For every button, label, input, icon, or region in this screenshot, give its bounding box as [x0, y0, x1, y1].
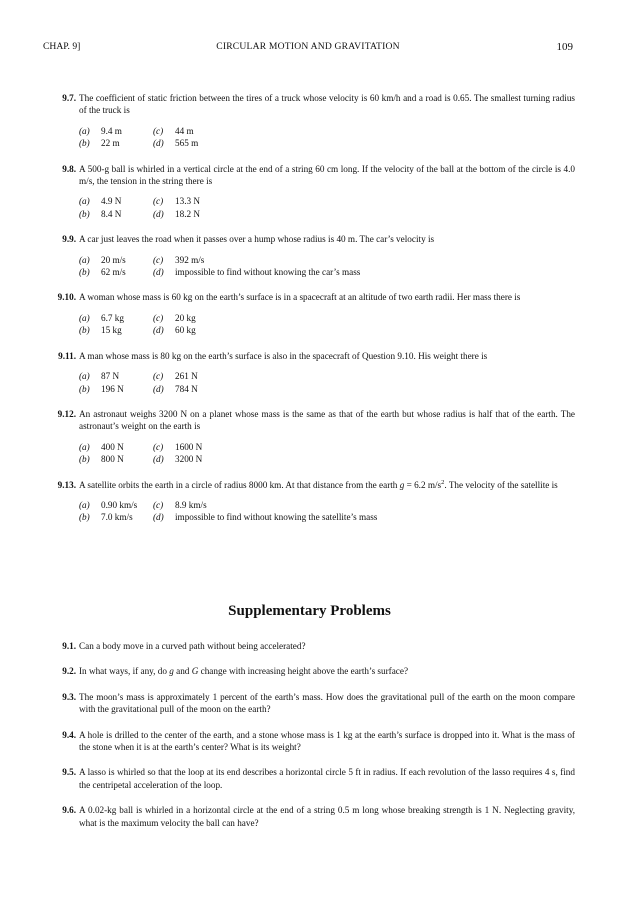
- choice-b: [79, 266, 153, 278]
- choice-c: [153, 254, 575, 266]
- problem-9-9: [43, 233, 575, 278]
- choice-d: [153, 511, 575, 523]
- problem-number: 9.10.: [57, 292, 76, 303]
- choice-d: [153, 208, 575, 220]
- problem-text: A man whose mass is 80 kg on the earth’s surface is also in the spacecraft of Question 9.10. His weight there is: [79, 350, 488, 361]
- choice-value: 13.3 N: [175, 196, 201, 207]
- choice-label: (a): [79, 125, 90, 136]
- choice-a: [79, 312, 153, 324]
- choice-value: 784 N: [175, 383, 198, 394]
- choice-d: [153, 137, 575, 149]
- problem-text: A hole is drilled to the center of the earth, and a stone whose mass is 1 kg at the earth’s surface is dropped into it. What is the mass of the stone when it is at the earth’s center? What is its weight?: [79, 729, 575, 753]
- choice-label: (d): [153, 454, 164, 465]
- problem-text: A car just leaves the road when it passes over a hump whose radius is 40 m. The car’s velocity is: [79, 234, 435, 245]
- text-part: and: [176, 666, 190, 677]
- choice-label: (b): [79, 454, 90, 465]
- multiple-choice-problems: [43, 92, 575, 537]
- choice-label: (c): [153, 125, 164, 136]
- choice-value: 3200 N: [175, 454, 203, 465]
- choice-b: [79, 453, 153, 465]
- problem-text: The moon’s mass is approximately 1 percent of the earth’s mass. How does the gravitational pull of the earth on the moon compare with the gravitational pull of the moon on the earth?: [79, 691, 575, 715]
- section-title: Supplementary Problems: [228, 603, 391, 619]
- problem-text: A 500-g ball is whirled in a vertical circle at the end of a string 60 cm long. If the velocity of the ball at the bottom of the circle is 4.0 m/s, the tension in the string there is: [79, 163, 575, 187]
- problem-number: 9.2.: [62, 666, 76, 677]
- problem-number: 9.12.: [57, 408, 76, 419]
- running-title: CIRCULAR MOTION AND GRAVITATION: [216, 41, 400, 52]
- choice-d: [153, 266, 575, 278]
- problem-text: [79, 665, 575, 677]
- page-header: [43, 41, 573, 55]
- choice-label: (a): [79, 254, 90, 265]
- choice-value: 1600 N: [175, 441, 203, 452]
- problem-number: 9.9.: [62, 234, 76, 245]
- choice-c: [153, 125, 575, 137]
- choice-d: [153, 453, 575, 465]
- choice-d: [153, 324, 575, 336]
- choice-a: [79, 370, 153, 382]
- choice-value: 565 m: [175, 138, 199, 149]
- choice-value: 4.9 N: [101, 196, 122, 207]
- choices: [79, 254, 575, 279]
- equation: = 6.2 m/s: [404, 479, 442, 490]
- text-part: change with increasing height above the earth’s surface?: [200, 666, 409, 677]
- choice-label: (c): [153, 371, 164, 382]
- choice-b: [79, 511, 153, 523]
- problem-text: Can a body move in a curved path without being accelerated?: [79, 641, 306, 651]
- choice-value: 400 N: [101, 441, 124, 452]
- choice-c: [153, 370, 575, 382]
- problem-number: 9.13.: [57, 479, 76, 490]
- variable-g: g: [399, 479, 405, 490]
- choice-label: (c): [153, 196, 164, 207]
- problem-text: A 0.02-kg ball is whirled in a horizontal circle at the end of a string 0.5 m long whose breaking strength is 1 N. Neglecting gravity, what is the maximum velocity the ball can have?: [79, 805, 575, 828]
- choice-label: (c): [153, 499, 164, 510]
- choice-label: (d): [153, 208, 164, 219]
- problem-9-8: [43, 163, 575, 221]
- supp-problem-9-1: [43, 640, 575, 652]
- choice-label: (d): [153, 512, 164, 523]
- choice-label: (b): [79, 325, 90, 336]
- problem-number: 9.11.: [58, 350, 76, 361]
- choice-c: [153, 195, 575, 207]
- text-part: In what ways, if any, do: [79, 666, 167, 677]
- choice-value: 196 N: [101, 383, 124, 394]
- problem-9-10: [43, 291, 575, 336]
- supp-problem-9-3: [43, 691, 575, 716]
- choice-a: [79, 125, 153, 137]
- choice-value: 9.4 m: [101, 125, 122, 136]
- choice-label: (c): [153, 441, 164, 452]
- choice-c: [153, 441, 575, 453]
- choice-c: [153, 499, 575, 511]
- choice-value: 15 kg: [101, 325, 122, 336]
- choice-value: 20 kg: [175, 312, 196, 323]
- problem-number: 9.6.: [62, 805, 76, 816]
- choice-b: [79, 137, 153, 149]
- choice-a: [79, 254, 153, 266]
- choice-value: 8.9 km/s: [175, 499, 207, 510]
- choice-value: 18.2 N: [175, 208, 201, 219]
- choice-value: impossible to find without knowing the satellite’s mass: [175, 512, 378, 523]
- problem-9-12: [43, 408, 575, 466]
- choices: [79, 125, 575, 150]
- text-part: . The velocity of the satellite is: [444, 479, 558, 490]
- choice-b: [79, 383, 153, 395]
- page-number: 109: [556, 41, 573, 53]
- chapter-label: CHAP. 9]: [43, 41, 81, 52]
- choice-value: 7.0 km/s: [101, 512, 133, 523]
- variable-G: G: [191, 666, 199, 677]
- choice-label: (a): [79, 441, 90, 452]
- problem-number: 9.1.: [62, 641, 76, 651]
- problem-text: [79, 479, 575, 491]
- choice-value: 6.7 kg: [101, 312, 124, 323]
- choice-value: impossible to find without knowing the car’s mass: [175, 267, 361, 278]
- choice-label: (a): [79, 499, 90, 510]
- choice-c: [153, 312, 575, 324]
- choice-label: (b): [79, 383, 90, 394]
- choice-label: (d): [153, 383, 164, 394]
- choice-a: [79, 195, 153, 207]
- choice-b: [79, 208, 153, 220]
- problem-9-11: [43, 350, 575, 395]
- choice-label: (c): [153, 254, 164, 265]
- choices: [79, 312, 575, 337]
- choice-value: 8.4 N: [101, 208, 122, 219]
- supplementary-problems: [43, 640, 575, 842]
- choice-value: 20 m/s: [101, 254, 126, 265]
- choice-label: (b): [79, 267, 90, 278]
- problem-text: An astronaut weighs 3200 N on a planet whose mass is the same as that of the earth but whose radius is half that of the earth. The astronaut’s weight on the earth is: [79, 408, 575, 432]
- problem-9-13: [43, 479, 575, 524]
- choice-a: [79, 441, 153, 453]
- choices: [79, 370, 575, 395]
- exponent: 2: [441, 478, 445, 486]
- problem-text: A woman whose mass is 60 kg on the earth’s surface is in a spacecraft at an altitude of two earth radii. Her mass there is: [79, 292, 521, 303]
- problem-number: 9.4.: [62, 729, 76, 740]
- choice-value: 62 m/s: [101, 267, 126, 278]
- choice-label: (b): [79, 138, 90, 149]
- choices: [79, 195, 575, 220]
- variable-g: g: [169, 666, 174, 677]
- supp-problem-9-4: [43, 729, 575, 754]
- choice-b: [79, 324, 153, 336]
- problem-number: 9.5.: [62, 767, 76, 778]
- choice-value: 44 m: [175, 125, 194, 136]
- problem-text: The coefficient of static friction between the tires of a truck whose velocity is 60 km/h and a road is 0.65. The smallest turning radius of the truck is: [79, 93, 575, 116]
- choice-label: (d): [153, 325, 164, 336]
- choice-label: (a): [79, 371, 90, 382]
- choice-label: (b): [79, 512, 90, 523]
- choice-label: (d): [153, 267, 164, 278]
- problem-text: A lasso is whirled so that the loop at its end describes a horizontal circle 5 ft in radius. If each revolution of the lasso requires 4 s, find the centripetal acceleration of the loop.: [79, 767, 575, 790]
- problem-number: 9.3.: [62, 691, 76, 702]
- choice-label: (a): [79, 196, 90, 207]
- choice-value: 60 kg: [175, 325, 196, 336]
- choice-a: [79, 499, 153, 511]
- choices: [79, 499, 575, 524]
- choice-value: 261 N: [175, 371, 198, 382]
- text-part: A satellite orbits the earth in a circle of radius 8000 km. At that distance from the earth: [79, 479, 398, 490]
- supp-problem-9-2: [43, 665, 575, 677]
- choice-label: (d): [153, 138, 164, 149]
- choice-label: (c): [153, 312, 164, 323]
- supp-problem-9-6: [43, 804, 575, 829]
- choice-value: 87 N: [101, 371, 120, 382]
- choice-value: 0.90 km/s: [101, 499, 138, 510]
- choice-label: (b): [79, 208, 90, 219]
- choice-value: 392 m/s: [175, 254, 205, 265]
- problem-9-7: [43, 92, 575, 150]
- choice-value: 22 m: [101, 138, 120, 149]
- supp-problem-9-5: [43, 766, 575, 791]
- problem-number: 9.7.: [62, 93, 76, 103]
- choice-value: 800 N: [101, 454, 124, 465]
- choice-label: (a): [79, 312, 90, 323]
- problem-number: 9.8.: [62, 163, 76, 174]
- choice-d: [153, 383, 575, 395]
- choices: [79, 441, 575, 466]
